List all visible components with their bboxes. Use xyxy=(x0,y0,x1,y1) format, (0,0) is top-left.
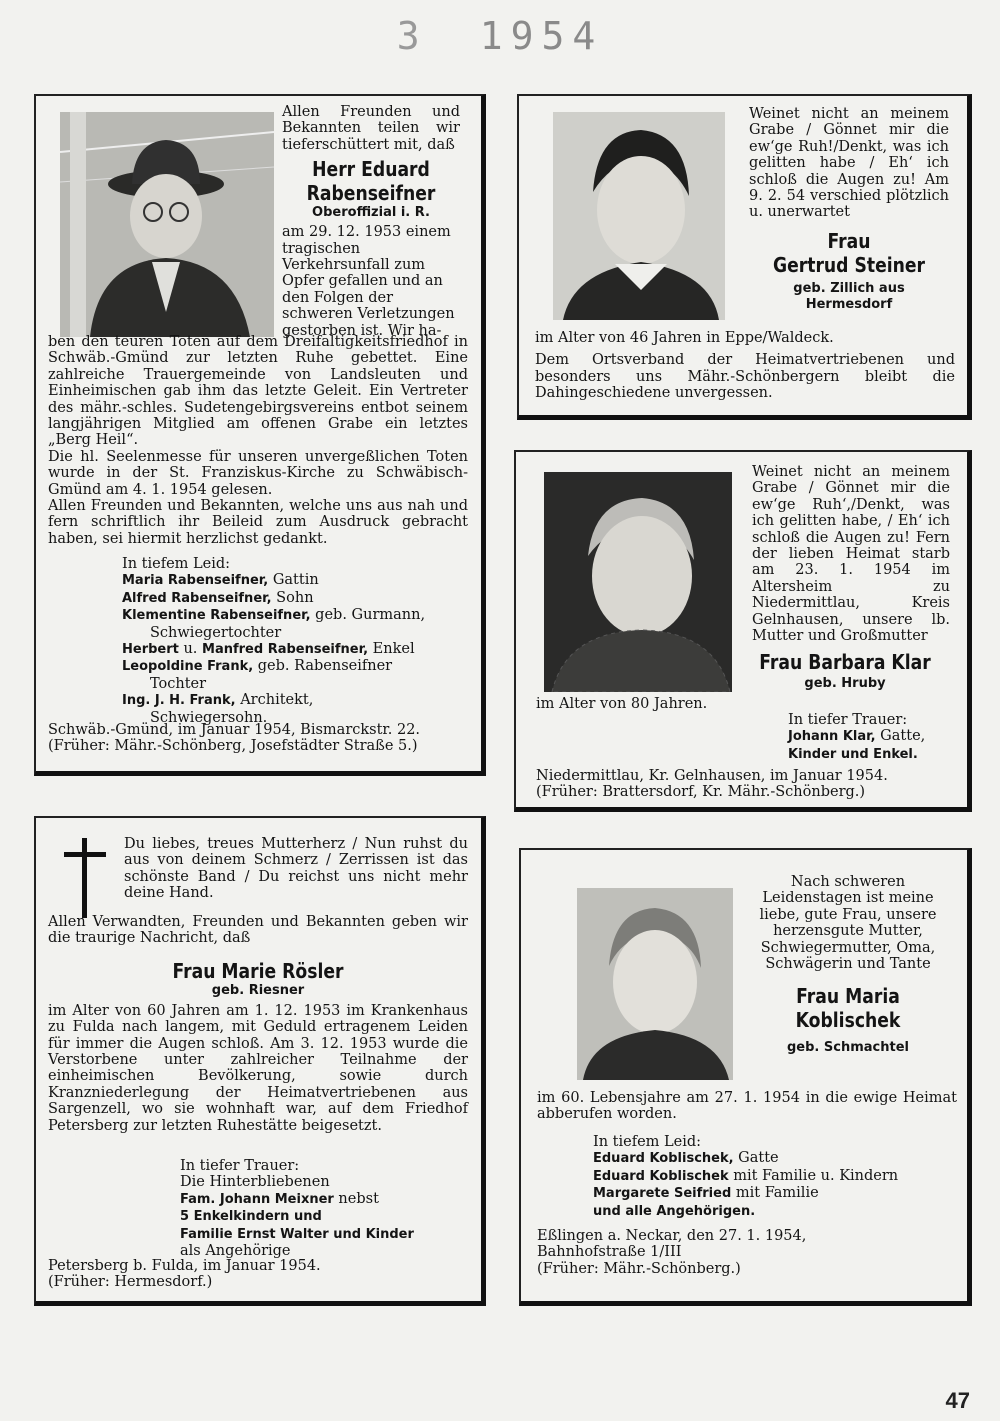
mourner-name: Kinder und Enkel. xyxy=(788,746,918,762)
deceased-name-line1: Frau xyxy=(827,228,871,253)
deceased-title: Oberoffizial i. R. xyxy=(312,205,430,221)
mourner-name: Alfred Rabenseifner, xyxy=(122,590,272,606)
mourner-name: Familie Ernst Walter und Kinder xyxy=(180,1226,414,1242)
notice-former-address: (Früher: Hermesdorf.) xyxy=(48,1274,213,1291)
notice-age-place: im Alter von 46 Jahren in Eppe/Waldeck. xyxy=(535,330,834,346)
mourner-name: Maria Rabenseifner, xyxy=(122,573,269,589)
deceased-name-line1: Herr Eduard xyxy=(312,157,430,182)
notice-body-top: am 29. 12. 1953 einem tragischen Verkehrsunfall zum Opfer gefallen und an den Folgen der schweren Verletzungen gestorben ist. Wir ha- xyxy=(282,224,455,339)
mourner-relation: Enkel xyxy=(368,641,415,658)
mourner-name: und alle Angehörigen. xyxy=(593,1203,756,1219)
notice-former-address: (Früher: Mähr.-Schönberg.) xyxy=(537,1260,741,1277)
notice-place-date: Eßlingen a. Neckar, den 27. 1. 1954, xyxy=(537,1228,807,1244)
notice-dedication: Dem Ortsverband der Heimatvertriebenen und besonders uns Mähr.-Schönbergern bleibt die Dahingeschiedene unvergessen. xyxy=(535,352,955,402)
mourning-title: In tiefer Trauer: xyxy=(180,1158,300,1174)
mourner-name: 5 Enkelkindern und xyxy=(180,1209,322,1225)
mourner-name: Eduard Koblischek, xyxy=(593,1151,734,1167)
notice-former-address: (Früher: Mähr.-Schönberg, Josefstädter Straße 5.) xyxy=(48,738,418,755)
deceased-name-line1: Frau Maria xyxy=(796,984,900,1009)
mourner-name: Fam. Johann Meixner xyxy=(180,1191,334,1207)
page-header xyxy=(0,14,1000,58)
notice-verse: Weinet nicht an meinem Grabe / Gönnet mir die ew‘ge Ruh‘,/Denkt, was ich gelitten habe, / Eh‘ ich schloß die Augen zu! Fern der lieben Heimat starb am 23. 1. 1954 im Altersheim zu Niedermittlau, Kreis Gelnhausen, unsere lb. Mutter und Großmutter xyxy=(752,464,950,645)
notice-street: Bahnhofstraße 1/III xyxy=(537,1244,682,1261)
mourner-relation: Gatte xyxy=(733,1150,779,1167)
mourner-line: als Angehörige xyxy=(180,1243,291,1260)
obituary-steiner xyxy=(517,94,972,420)
mourner-name: Johann Klar, xyxy=(788,729,876,745)
portrait-silhouette-icon xyxy=(553,112,725,320)
mourner-relation: Sohn xyxy=(271,589,314,606)
mourner-name: Klementine Rabenseifner, xyxy=(122,608,311,624)
mourner-name: Margarete Seifried xyxy=(593,1186,732,1202)
mourner-conjunction: u. xyxy=(178,641,203,658)
mourner-relation: Gatte, xyxy=(875,728,926,745)
notice-place-date: Schwäb.-Gmünd, im Januar 1954, Bismarckstr. 22. xyxy=(48,722,421,738)
deceased-name-line2: Rabenseifner xyxy=(306,181,436,206)
mourner-name: Eduard Koblischek xyxy=(593,1168,729,1184)
deceased-maiden-name: geb. Zillich aus Hermesdorf xyxy=(793,280,905,312)
notice-intro: Allen Freunden und Bekannten teilen wir tieferschüttert mit, daß xyxy=(282,104,460,153)
notice-intro: Allen Verwandten, Freunden und Bekannten geben wir die traurige Nachricht, daß xyxy=(48,914,468,947)
mourner-relation: Schwiegersohn. xyxy=(150,709,268,726)
portrait-photo-young-woman xyxy=(553,112,725,320)
notice-place-date: Petersberg b. Fulda, im Januar 1954. xyxy=(48,1258,321,1274)
obituary-klar xyxy=(514,450,972,812)
deceased-name: Frau Marie Rösler xyxy=(172,958,344,983)
deceased-name-line2: Koblischek xyxy=(795,1008,901,1033)
mourning-title: In tiefem Leid: xyxy=(122,556,231,572)
cross-icon xyxy=(64,838,106,918)
portrait-silhouette-icon xyxy=(60,112,274,337)
obituary-roesler xyxy=(34,816,486,1306)
deceased-name: Frau Barbara Klar xyxy=(759,650,931,674)
mourner-name: Herbert xyxy=(122,642,179,658)
notice-former-address: (Früher: Brattersdorf, Kr. Mähr.-Schönberg.) xyxy=(536,784,866,801)
portrait-silhouette-icon xyxy=(577,888,733,1080)
notice-mass: Die hl. Seelenmesse für unseren unvergeßlichen Toten wurde in der St. Franziskus-Kirche zu Schwäbisch-Gmünd am 4. 1. 1954 gelesen. xyxy=(48,448,468,498)
notice-place-date: Niedermittlau, Kr. Gelnhausen, im Januar 1954. xyxy=(536,768,888,784)
obituary-rabenseifner xyxy=(34,94,486,776)
deceased-maiden-name: geb. Schmachtel xyxy=(787,1040,909,1056)
mourner-relation: Schwiegertochter xyxy=(150,624,282,641)
mourner-name: Ing. J. H. Frank, xyxy=(122,693,236,709)
obituary-koblischek xyxy=(519,848,972,1306)
issue-number: 3 xyxy=(396,14,428,58)
mourner-relation: mit Familie xyxy=(731,1185,819,1202)
deceased-maiden-name: geb. Riesner xyxy=(211,982,305,998)
notice-body: im Alter von 60 Jahren am 1. 12. 1953 im Krankenhaus zu Fulda nach langem, mit Geduld ertragenem Leiden für immer die Augen schloß. Am 3. 12. 1953 wurde die Verstorbene unter zahlreicher Teilnahme der einheimischen Bevölkerung, sowie durch Kranzniederlegung der Heimatvertriebenen aus Sargenzell, wo sie wohnhaft war, auf dem Friedhof Petersberg zur letzten Ruhestätte beigesetzt. xyxy=(48,1002,468,1134)
notice-thanks: Allen Freunden und Bekannten, welche uns aus nah und fern schriftlich ihr Beileid zum Ausdruck gebracht haben, sei hiermit herzlichst gedankt. xyxy=(48,498,468,547)
portrait-photo-elderly-woman xyxy=(544,472,732,692)
page-number: 47 xyxy=(945,1388,970,1413)
mourner-line: Die Hinterbliebenen xyxy=(180,1174,330,1191)
notice-verse: Du liebes, treues Mutterherz / Nun ruhst du aus von deinem Schmerz / Zerrissen ist das schönste Band / Du reichst uns nicht mehr deine Hand. xyxy=(124,836,468,902)
notice-body: ben den teuren Toten auf dem Dreifaltigkeitsfriedhof in Schwäb.-Gmünd zur letzten Ruhe gebettet. Eine zahlreiche Trauergemeinde von Landsleuten und Einheimischen gab ihm das letzte Geleit. Ein Vertreter des mähr.-schles. Sudetengebirgsvereins entbot seinem langjährigen Mitglied am offenen Grabe ein letztes „Berg Heil“. xyxy=(48,334,468,449)
header-year: 1954 xyxy=(479,14,604,58)
deceased-maiden-name: geb. Hruby xyxy=(804,676,886,691)
notice-verse: Weinet nicht an meinem Grabe / Gönnet mir die ew‘ge Ruh!/Denkt, was ich gelitten habe / Eh‘ ich schloß die Augen zu! Am 9. 2. 54 verschied plötzlich u. unerwartet xyxy=(749,106,949,221)
notice-age: im Alter von 80 Jahren. xyxy=(536,696,708,712)
mourning-title: In tiefer Trauer: xyxy=(788,712,908,728)
portrait-photo-man-with-hat xyxy=(60,112,274,337)
mourner-relation: geb. Gurmann, xyxy=(310,607,426,624)
mourner-relation: Tochter xyxy=(150,675,207,692)
portrait-silhouette-icon xyxy=(544,472,732,692)
mourner-name: Leopoldine Frank, xyxy=(122,659,254,675)
mourner-relation: Gattin xyxy=(268,572,319,589)
portrait-photo-older-woman xyxy=(577,888,733,1080)
mourning-title: In tiefem Leid: xyxy=(593,1134,702,1150)
mourner-name: Manfred Rabenseifner, xyxy=(202,642,369,658)
notice-intro: Nach schweren Leidenstagen ist meine liebe, gute Frau, unsere herzensgute Mutter, Schwiegermutter, Oma, Schwägerin und Tante xyxy=(759,874,937,973)
mourner-relation: geb. Rabenseifner xyxy=(253,658,393,675)
notice-body: im 60. Lebensjahre am 27. 1. 1954 in die ewige Heimat abberufen worden. xyxy=(537,1090,957,1123)
mourner-relation: Architekt, xyxy=(235,692,314,709)
deceased-name-line2: Gertrud Steiner xyxy=(772,252,926,277)
mourner-relation: nebst xyxy=(333,1190,379,1207)
mourner-relation: mit Familie u. Kindern xyxy=(728,1167,899,1184)
